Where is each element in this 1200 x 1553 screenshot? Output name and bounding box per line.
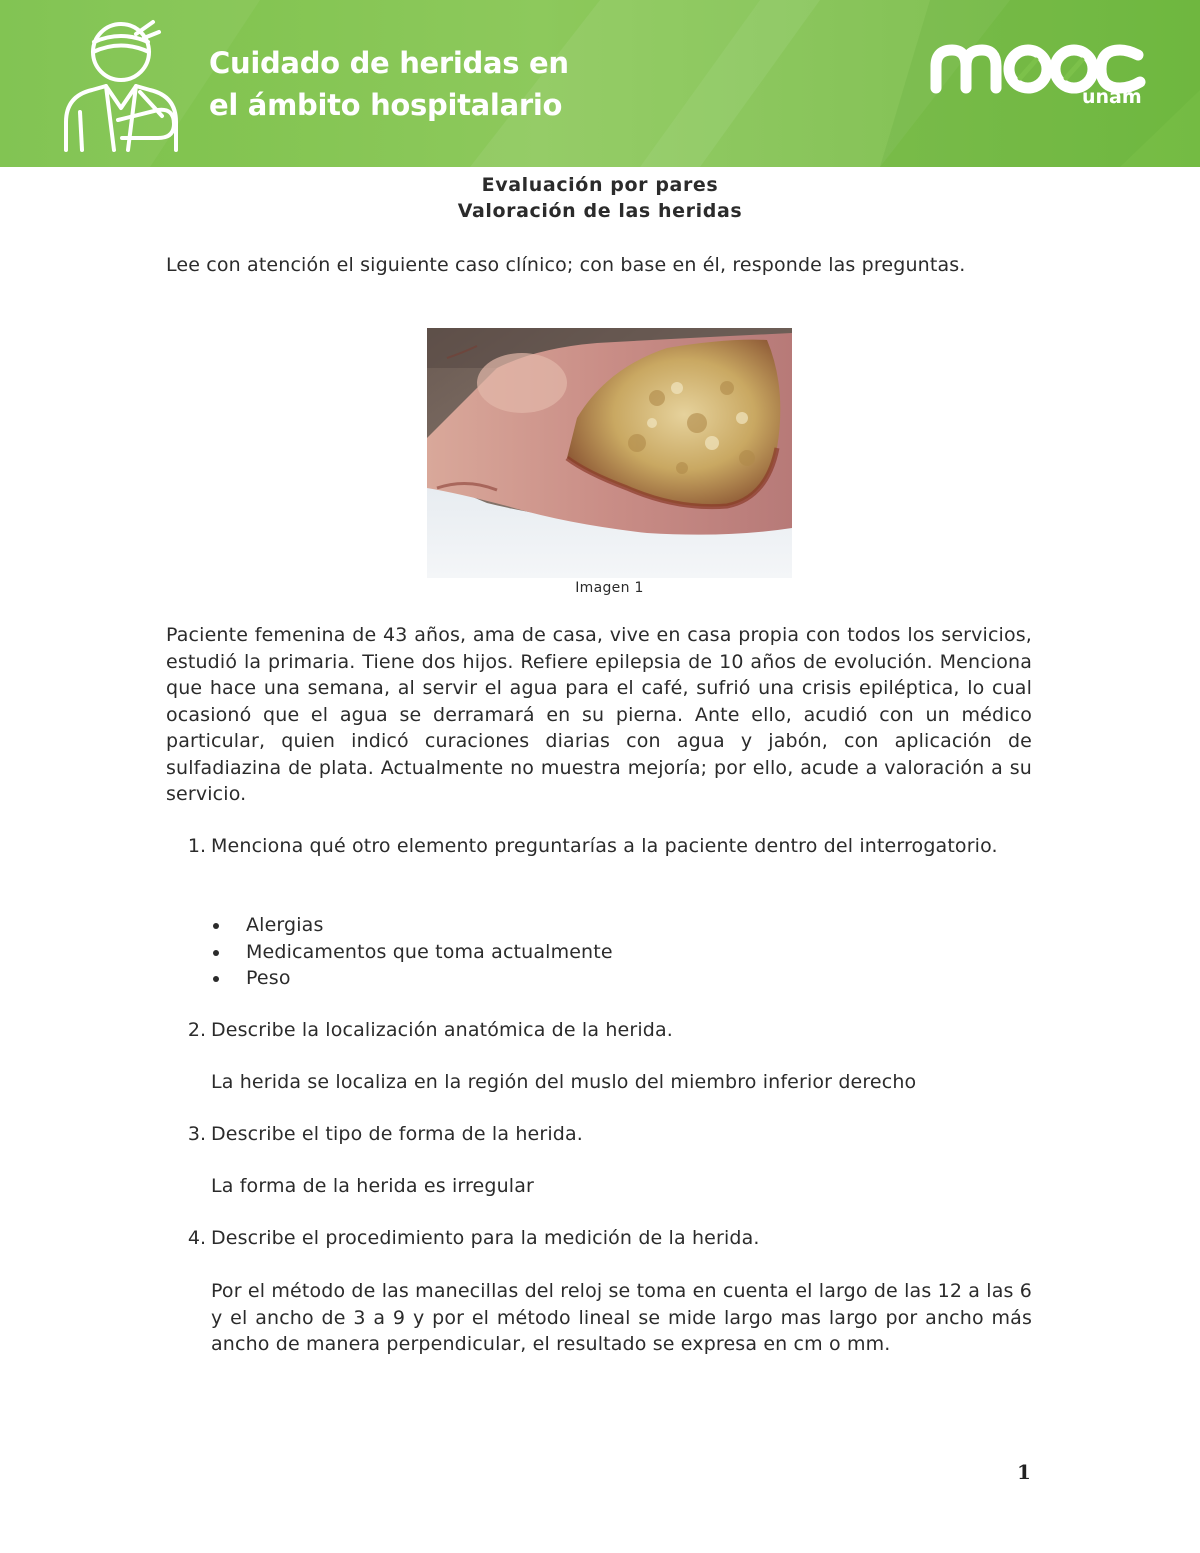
- injured-person-icon: [58, 12, 184, 154]
- figure-caption: Imagen 1: [575, 580, 644, 596]
- document-title-line1: Evaluación por pares: [481, 174, 719, 196]
- course-title-line2: el ámbito hospitalario: [209, 88, 563, 122]
- course-title-line1: Cuidado de heridas en: [209, 46, 569, 80]
- course-title: [209, 42, 569, 126]
- question-3-number: 3.: [187, 1123, 206, 1145]
- bullet-icon: [213, 976, 219, 982]
- header-banner: [0, 0, 1200, 167]
- question-4-number: 4.: [187, 1227, 206, 1249]
- question-4-text: Describe el procedimiento para la medición de la herida.: [211, 1227, 760, 1249]
- list-item-text: Alergias: [246, 914, 324, 936]
- list-item: [211, 939, 613, 966]
- document-title-line2: Valoración de las heridas: [457, 200, 743, 222]
- question-1-text: Menciona qué otro elemento preguntarías a la paciente dentro del interrogatorio.: [211, 835, 998, 857]
- document-title: [166, 172, 1034, 224]
- wound-photo: [427, 328, 792, 578]
- logo-subtitle: unam: [1082, 86, 1142, 108]
- question-4-answer: Por el método de las manecillas del reloj se toma en cuenta el largo de las 12 a las 6 y el ancho de 3 a 9 y por el método lineal se mide largo mas largo por ancho más ancho de manera perpendicular, el resultado se expresa en cm o mm.: [211, 1280, 1032, 1355]
- bullet-icon: [213, 950, 219, 956]
- list-item: [211, 912, 613, 939]
- question-2-text: Describe la localización anatómica de la herida.: [211, 1019, 673, 1041]
- bullet-icon: [213, 923, 219, 929]
- question-3-text: Describe el tipo de forma de la herida.: [211, 1123, 583, 1145]
- list-item-text: Medicamentos que toma actualmente: [246, 940, 613, 963]
- case-paragraph: Paciente femenina de 43 años, ama de casa, vive en casa propia con todos los servicios, estudió la primaria. Tiene dos hijos. Refiere epilepsia de 10 años de evolución. Menciona que hace una semana, al servir el agua para el café, sufrió una crisis epiléptica, lo cual ocasionó que el agua se derramará en su pierna. Ante ello, acudió con un médico particular, quien indicó curaciones diarias con agua y jabón, con aplicación de sulfadiazina de plata. Actualmente no muestra mejoría; por ello, acude a valoración a su servicio.: [166, 624, 1032, 805]
- question-2-answer: La herida se localiza en la región del muslo del miembro inferior derecho: [211, 1071, 917, 1093]
- intro-paragraph: Lee con atención el siguiente caso clínico; con base en él, responde las preguntas.: [166, 254, 966, 276]
- question-2-number: 2.: [187, 1019, 206, 1041]
- list-item: [211, 965, 613, 992]
- question-1-answer-list: [211, 912, 613, 992]
- page-number: 1: [1017, 1460, 1031, 1484]
- question-1-number: 1.: [187, 835, 206, 857]
- list-item-text: Peso: [246, 967, 291, 989]
- question-3-answer: La forma de la herida es irregular: [211, 1175, 534, 1197]
